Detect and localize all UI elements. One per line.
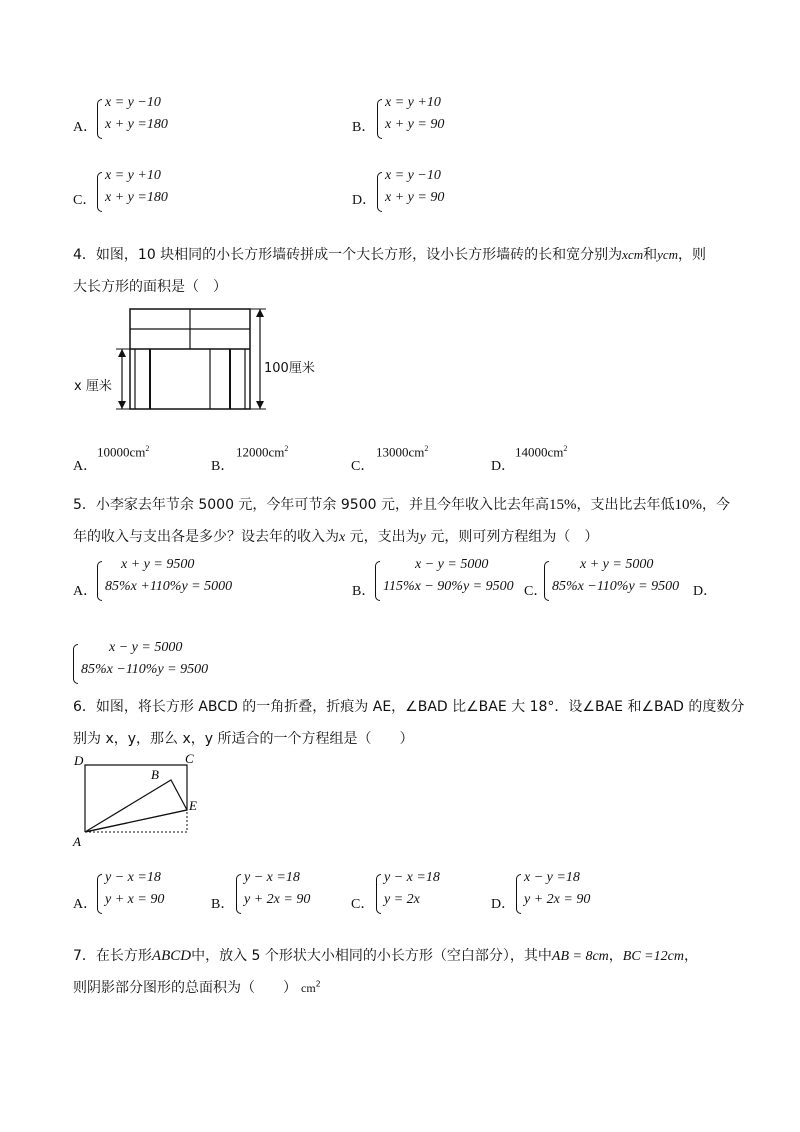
brace — [376, 874, 381, 914]
equation: 85%x −110%y = 9500 — [81, 662, 209, 677]
equation: y − x =18 — [105, 870, 161, 885]
option-label: A． — [73, 459, 98, 474]
brace — [97, 874, 102, 914]
equation: y − x =18 — [244, 870, 300, 885]
vertex-b: B — [151, 767, 159, 782]
q6-stem-line2: 别为 x，y，那么 x，y 所适合的一个方程组是（ ） — [73, 731, 414, 747]
equation: x + y = 9500 — [121, 557, 195, 572]
brace — [73, 644, 78, 684]
option-label: A． — [73, 120, 98, 135]
ycm-label: ycm — [657, 247, 679, 262]
equation: x + y = 5000 — [580, 557, 654, 572]
brace — [97, 561, 102, 601]
equation: x = y +10 — [385, 95, 441, 110]
option-label: B． — [352, 120, 376, 135]
option-label: C． — [73, 193, 97, 208]
arrow-head — [256, 401, 264, 409]
option-label: A． — [73, 584, 98, 599]
option-label: B． — [352, 584, 376, 599]
equation: y = 2x — [384, 892, 420, 907]
option-value: $14000cm^2$ — [515, 444, 568, 460]
vertex-a: A — [73, 834, 81, 849]
q7-stem-line1: 7．在长方形ABCD中，放入 5 个形状大小相同的小长方形（空白部分），其中AB = 8cm，BC =12cm， — [73, 948, 698, 964]
equation: x + y = 90 — [385, 117, 445, 132]
equation: 85%x +110%y = 5000 — [105, 579, 233, 594]
equation: x + y = 90 — [385, 190, 445, 205]
equation: 115%x − 90%y = 9500 — [383, 579, 514, 594]
vertex-d: D — [74, 753, 84, 768]
arrow-head — [256, 309, 264, 317]
brace — [97, 99, 102, 139]
option-label: D． — [352, 193, 377, 208]
q6-figure — [70, 752, 210, 852]
brace — [516, 874, 521, 914]
option-label: B． — [211, 459, 235, 474]
equation: x + y =180 — [105, 190, 168, 205]
q5-stem-line2: 年的收入与支出各是多少？设去年的收入为x 元，支出为y 元，则可列方程组为（ ） — [73, 529, 599, 545]
q4-stem-line1: 4．如图，10 块相同的小长方形墙砖拼成一个大长方形，设小长方形墙砖的长和宽分别为xcm和ycm，则 — [73, 247, 707, 263]
q4-fig-right-label: 100厘米 — [264, 361, 315, 376]
equation: x = y +10 — [105, 168, 161, 183]
equation: x = y −10 — [385, 168, 441, 183]
equation: x − y =18 — [524, 870, 580, 885]
equation: y + x = 90 — [105, 892, 165, 907]
vertex-c: C — [185, 752, 194, 766]
equation: x − y = 5000 — [415, 557, 489, 572]
brace — [375, 561, 380, 601]
option-label: B． — [211, 897, 235, 912]
q6-stem-line1: 6．如图，将长方形 ABCD 的一角折叠，折痕为 AE，∠BAD 比∠BAE 大 18°．设∠BAE 和∠BAD 的度数分 — [73, 699, 745, 715]
option-label: D． — [491, 459, 516, 474]
equation: x = y −10 — [105, 95, 161, 110]
brace — [377, 172, 382, 212]
brace — [377, 99, 382, 139]
option-label: A． — [73, 897, 98, 912]
brace — [236, 874, 241, 914]
brace — [97, 172, 102, 212]
option-value: $10000cm^2$ — [97, 444, 150, 460]
arrow-head — [118, 349, 126, 357]
option-label: C． — [524, 584, 548, 599]
rectangle-side — [85, 765, 187, 832]
option-value: $13000cm^2$ — [376, 444, 429, 460]
equation: 85%x −110%y = 9500 — [552, 579, 680, 594]
brace — [544, 561, 549, 601]
q7-stem-line2: 则阴影部分图形的总面积为（ ） $cm^2$ — [73, 979, 321, 996]
equation: x + y =180 — [105, 117, 168, 132]
folded-triangle — [85, 780, 187, 832]
option-label: C． — [351, 459, 375, 474]
q4-fig-left-label: x 厘米 — [74, 379, 112, 394]
xcm-label: xcm — [622, 247, 644, 262]
arrow-head — [118, 401, 126, 409]
option-value: $12000cm^2$ — [236, 444, 289, 460]
equation: x − y = 5000 — [109, 640, 183, 655]
option-label: D． — [491, 897, 516, 912]
vertex-e: E — [189, 798, 197, 813]
equation: y − x =18 — [384, 870, 440, 885]
q4-stem-line2: 大长方形的面积是（ ） — [73, 279, 227, 295]
option-label: C． — [351, 897, 375, 912]
q5-stem-line1: 5．小李家去年节余 5000 元，今年可节余 9500 元，并且今年收入比去年高15%，支出比去年低10%，今 — [73, 497, 730, 513]
option-label: D． — [693, 584, 718, 599]
equation: y + 2x = 90 — [524, 892, 591, 907]
equation: y + 2x = 90 — [244, 892, 311, 907]
